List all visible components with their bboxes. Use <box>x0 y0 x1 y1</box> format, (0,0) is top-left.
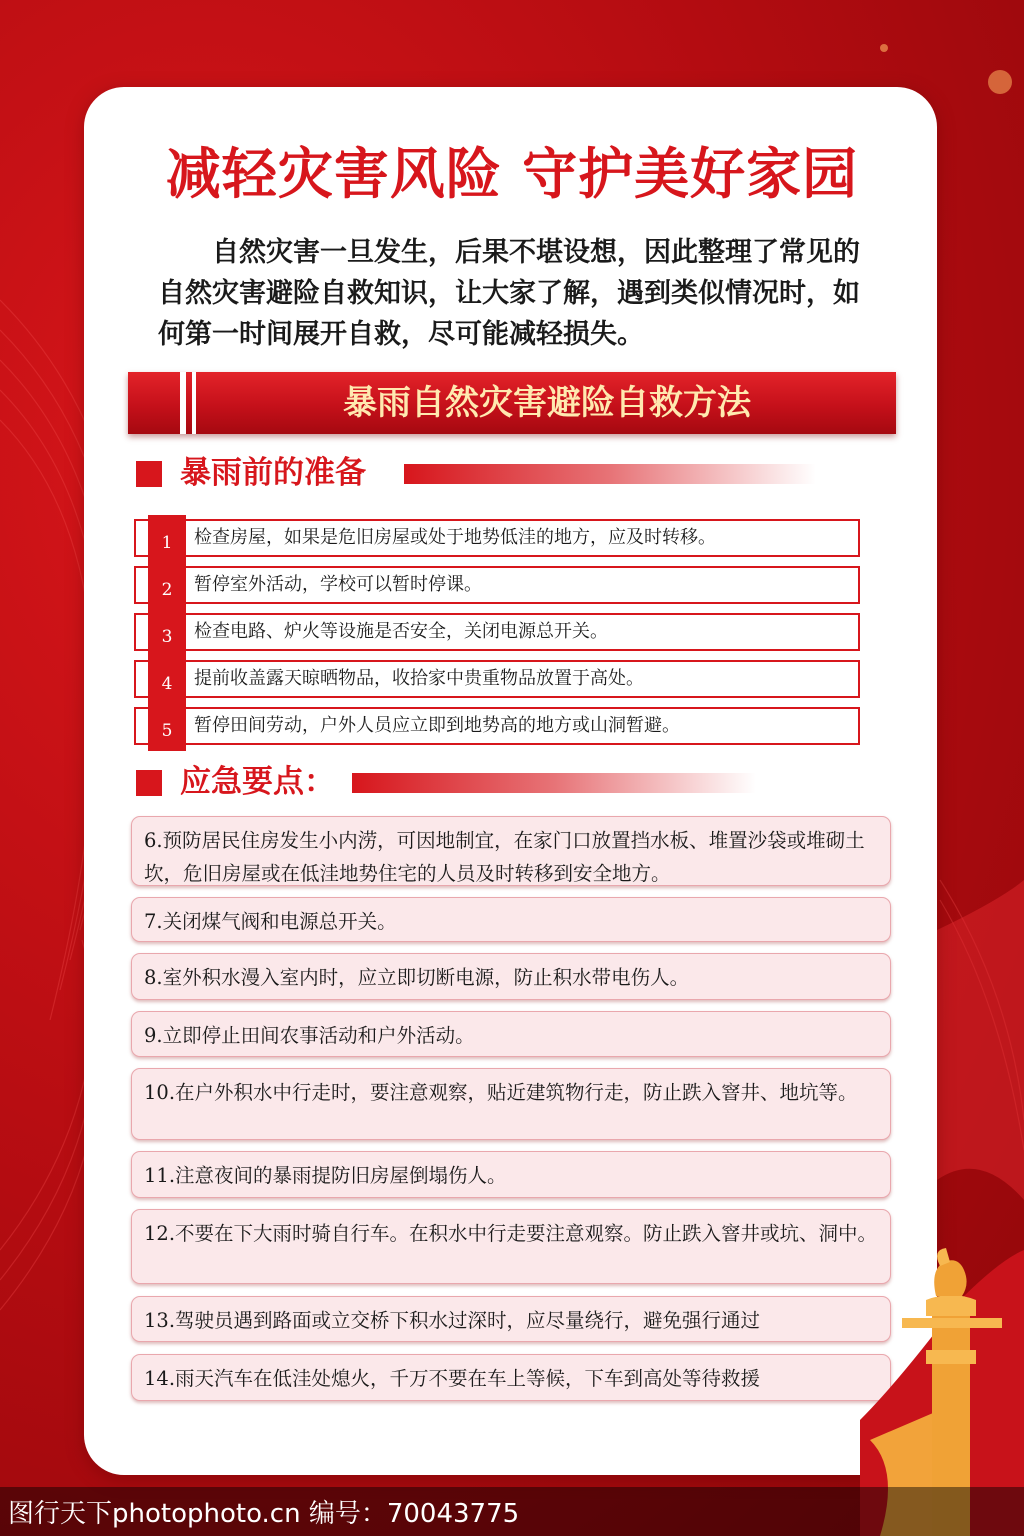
prep-item-number: 2 <box>148 562 186 610</box>
banner-divider <box>180 372 186 434</box>
prep-item-text: 暂停室外活动，学校可以暂时停课。 <box>194 574 482 595</box>
heading-underline-bar <box>404 464 816 484</box>
prep-heading-text: 暴雨前的准备 <box>180 455 366 491</box>
square-bullet-icon <box>136 770 162 796</box>
emergency-heading-text: 应急要点： <box>180 764 335 800</box>
emergency-item: 6.预防居民住房发生小内涝，可因地制宜，在家门口放置挡水板、堆置沙袋或堆砌土坎，危旧房屋或在低洼地势住宅的人员及时转移到安全地方。 <box>131 816 891 886</box>
prep-heading <box>136 453 816 493</box>
prep-item <box>134 519 860 557</box>
banner-title: 暴雨自然灾害避险自救方法 <box>343 383 751 423</box>
prep-item-number: 1 <box>148 515 186 563</box>
emergency-heading <box>136 762 756 802</box>
emergency-item: 14.雨天汽车在低洼处熄火，千万不要在车上等候，下车到高处等待救援 <box>131 1354 891 1401</box>
emergency-item: 11.注意夜间的暴雨提防旧房屋倒塌伤人。 <box>131 1151 891 1198</box>
prep-item <box>134 566 860 604</box>
prep-item-text: 检查房屋，如果是危旧房屋或处于地势低洼的地方，应及时转移。 <box>194 527 716 548</box>
square-bullet-icon <box>136 461 162 487</box>
emergency-item: 13.驾驶员遇到路面或立交桥下积水过深时，应尽量绕行，避免强行通过 <box>131 1296 891 1342</box>
prep-item-number: 3 <box>148 609 186 657</box>
emergency-item: 7.关闭煤气阀和电源总开关。 <box>131 897 891 942</box>
section-banner <box>128 372 896 434</box>
prep-item-text: 提前收盖露天晾晒物品，收拾家中贵重物品放置于高处。 <box>194 668 644 689</box>
prep-item-text: 检查电路、炉火等设施是否安全，关闭电源总开关。 <box>194 621 608 642</box>
heading-underline-bar <box>352 773 756 793</box>
prep-item-text: 暂停田间劳动，户外人员应立即到地势高的地方或山洞暂避。 <box>194 715 680 736</box>
intro-paragraph: 自然灾害一旦发生，后果不堪设想，因此整理了常见的自然灾害避险自救知识，让大家了解，遇到类似情况时，如何第一时间展开自救，尽可能减轻损失。 <box>158 237 860 350</box>
prep-item-number: 5 <box>148 703 186 751</box>
emergency-item: 12.不要在下大雨时骑自行车。在积水中行走要注意观察。防止跌入窨井或坑、洞中。 <box>131 1209 891 1284</box>
emergency-item: 9.立即停止田间农事活动和户外活动。 <box>131 1011 891 1057</box>
prep-item <box>134 613 860 651</box>
page-title: 减轻灾害风险 守护美好家园 <box>165 141 859 206</box>
watermark-bar <box>0 1487 1024 1536</box>
prep-item-number: 4 <box>148 656 186 704</box>
banner-divider <box>192 372 196 434</box>
emergency-item: 8.室外积水漫入室内时，应立即切断电源，防止积水带电伤人。 <box>131 953 891 1000</box>
prep-item <box>134 707 860 745</box>
emergency-item: 10.在户外积水中行走时，要注意观察，贴近建筑物行走，防止跌入窨井、地坑等。 <box>131 1068 891 1140</box>
prep-item <box>134 660 860 698</box>
watermark-text: 图行天下photophoto.cn 编号：70043775 <box>8 1499 520 1529</box>
